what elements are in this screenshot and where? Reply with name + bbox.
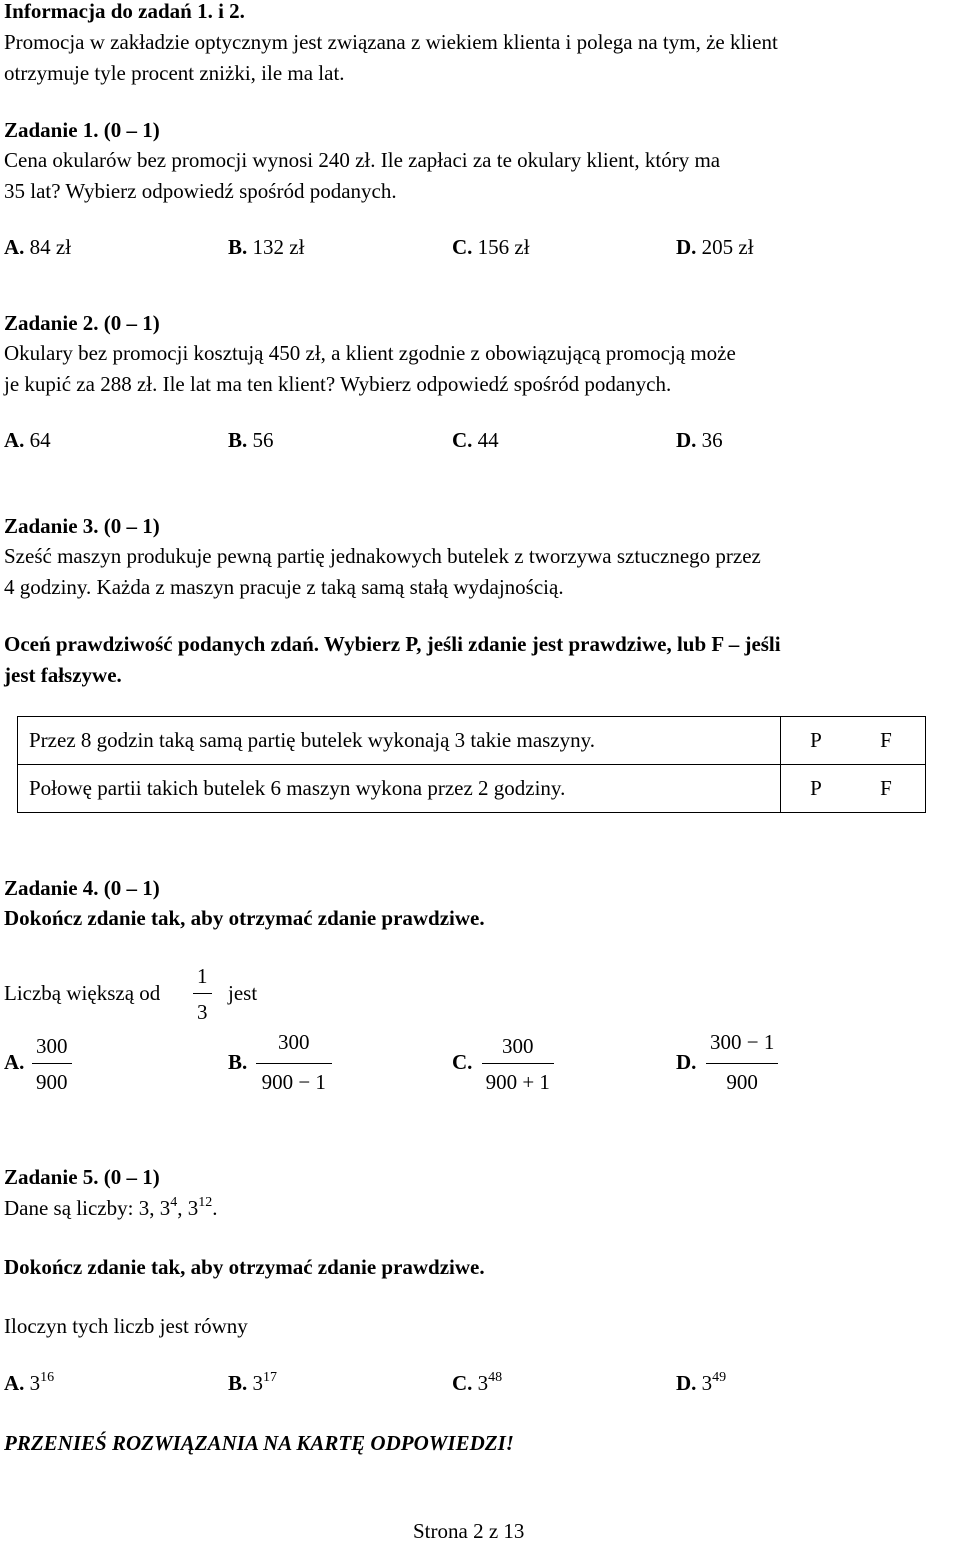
task2-option-c[interactable]: C. 44 (452, 428, 499, 452)
fraction-numerator: 1 (193, 966, 212, 994)
table-row (18, 717, 926, 765)
task5-stem: Iloczyn tych liczb jest równy (4, 1314, 248, 1338)
task2-text-line-2: je kupić za 288 zł. Ile lat ma ten klient? Wybierz odpowiedź spośród podanych. (4, 372, 672, 396)
task4-option-b-letter[interactable]: B. (228, 1050, 248, 1074)
task2-option-b[interactable]: B. 56 (228, 428, 274, 452)
statement-2: Połowę partii takich butelek 6 maszyn wykona przez 2 godziny. (18, 765, 781, 813)
task1-option-a[interactable]: A. 84 zł (4, 235, 72, 259)
task1-option-d[interactable]: D. 205 zł (676, 235, 754, 259)
page-number: Strona 2 z 13 (413, 1519, 525, 1543)
task4-option-d-letter[interactable]: D. (676, 1050, 697, 1074)
task4-stem-before: Liczbą większą od (4, 981, 161, 1005)
task3-instruction-line-2: jest fałszywe. (4, 663, 122, 687)
pf-choice-1 (781, 717, 926, 765)
choice-f-1[interactable]: F (880, 728, 892, 752)
task4-option-a-fraction: $\frac{300}{900}$ (32, 1036, 72, 1093)
task5-option-d[interactable]: D. $3^{49}$ (676, 1370, 727, 1395)
task2-option-a[interactable]: A. 64 (4, 428, 51, 452)
transfer-answers-note: PRZENIEŚ ROZWIĄZANIA NA KARTĘ ODPOWIEDZI! (4, 1431, 514, 1455)
choice-p-1[interactable]: P (810, 728, 822, 752)
task1-text-line-1: Cena okularów bez promocji wynosi 240 zł. Ile zapłaci za te okulary klient, który ma (4, 148, 721, 172)
task3-instruction-line-1: Oceń prawdziwość podanych zdań. Wybierz P, jeśli zdanie jest prawdziwe, lub F – jeśli (4, 632, 781, 656)
task3-text-line-2: 4 godziny. Każda z maszyn pracuje z taką samą stałą wydajnością. (4, 575, 564, 599)
task4-option-b-fraction: $\frac{300}{900 - 1}$ (256, 1032, 332, 1093)
task1-heading: Zadanie 1. (0 – 1) (4, 118, 160, 142)
task3-text-line-1: Sześć maszyn produkuje pewną partię jednakowych butelek z tworzywa sztucznego przez (4, 544, 761, 568)
task3-heading: Zadanie 3. (0 – 1) (4, 514, 160, 538)
task4-stem-fraction (193, 966, 212, 1023)
pf-choice-2 (781, 765, 926, 813)
task4-instruction: Dokończ zdanie tak, aby otrzymać zdanie prawdziwe. (4, 906, 485, 930)
task4-option-c-letter[interactable]: C. (452, 1050, 473, 1074)
fraction-denominator: 3 (197, 1000, 208, 1024)
task1-text-line-2: 35 lat? Wybierz odpowiedź spośród podanych. (4, 179, 397, 203)
info-text-line-2: otrzymuje tyle procent zniżki, ile ma lat. (4, 61, 345, 85)
task1-option-b[interactable]: B. 132 zł (228, 235, 305, 259)
task4-heading: Zadanie 4. (0 – 1) (4, 876, 160, 900)
info-title: Informacja do zadań 1. i 2. (4, 0, 245, 23)
task2-heading: Zadanie 2. (0 – 1) (4, 311, 160, 335)
task2-option-d[interactable]: D. 36 (676, 428, 723, 452)
task5-instruction: Dokończ zdanie tak, aby otrzymać zdanie prawdziwe. (4, 1255, 485, 1279)
task1-option-c[interactable]: C. 156 zł (452, 235, 530, 259)
task5-given-numbers: Dane są liczby: 3, $3^4$, $3^{12}$. (4, 1195, 218, 1220)
task2-text-line-1: Okulary bez promocji kosztują 450 zł, a klient zgodnie z obowiązującą promocją może (4, 341, 736, 365)
task5-option-c[interactable]: C. $3^{48}$ (452, 1370, 503, 1395)
task4-option-c-fraction: $\frac{300}{900 + 1}$ (482, 1036, 554, 1093)
task4-stem-after: jest (228, 981, 258, 1005)
task4-option-d-fraction: $\frac{300 - 1}{900}$ (706, 1032, 778, 1093)
task5-option-a[interactable]: A. $3^{16}$ (4, 1370, 55, 1395)
task4-option-a-letter[interactable]: A. (4, 1050, 25, 1074)
table-row (18, 765, 926, 813)
task5-heading: Zadanie 5. (0 – 1) (4, 1165, 160, 1189)
statement-1: Przez 8 godzin taką samą partię butelek wykonają 3 takie maszyny. (18, 717, 781, 765)
info-text-line-1: Promocja w zakładzie optycznym jest związana z wiekiem klienta i polega na tym, że klient (4, 30, 778, 54)
choice-f-2[interactable]: F (880, 776, 892, 800)
task5-option-b[interactable]: B. $3^{17}$ (228, 1370, 278, 1395)
choice-p-2[interactable]: P (810, 776, 822, 800)
true-false-table (17, 716, 926, 813)
